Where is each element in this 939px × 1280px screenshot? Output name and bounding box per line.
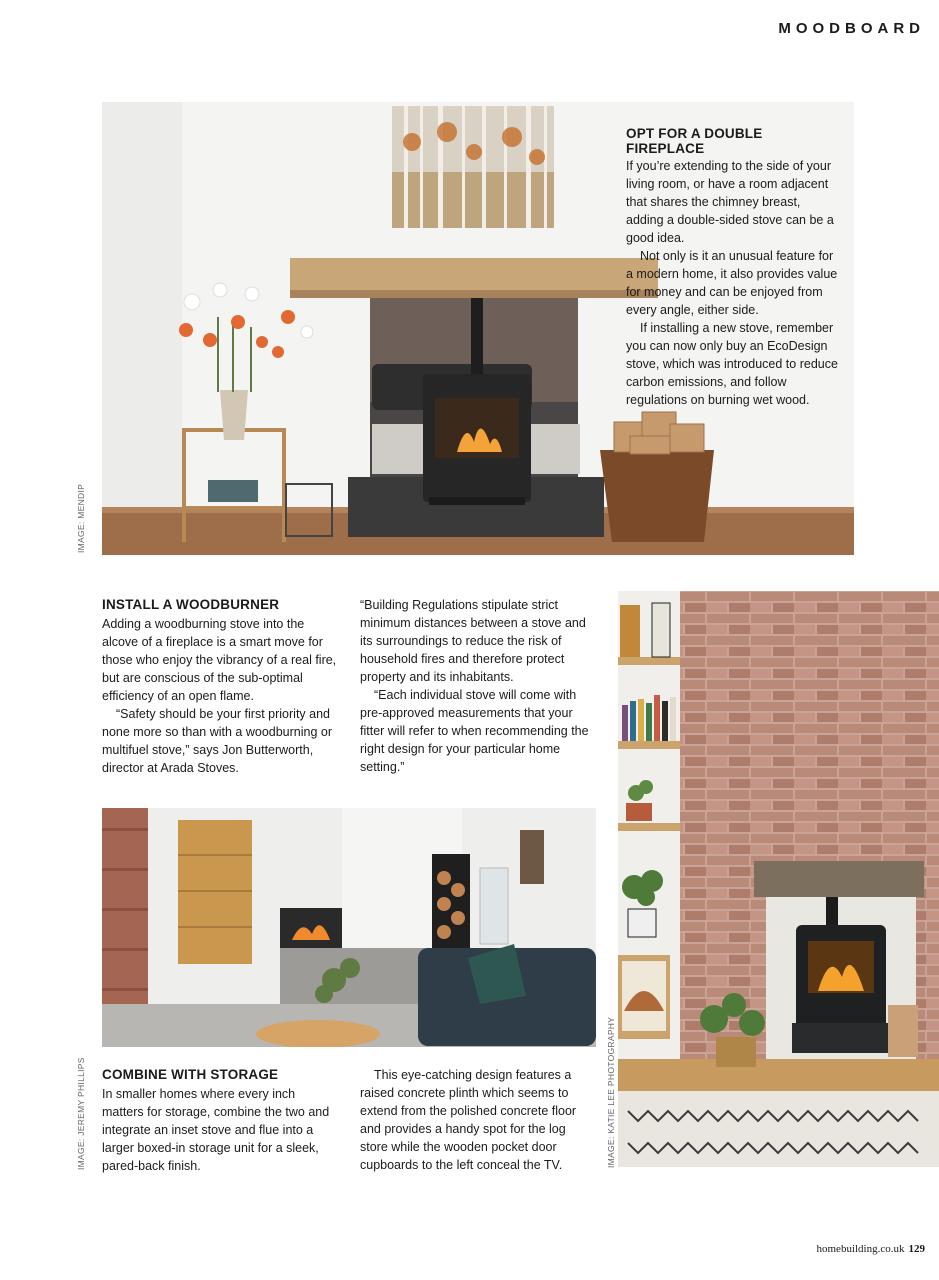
page-footer [817, 1243, 926, 1255]
heading-woodburner: INSTALL A WOODBURNER [102, 597, 280, 612]
article-woodburner-col1 [102, 596, 340, 777]
page-number: 129 [908, 1243, 925, 1255]
brick-fireplace-photo [618, 591, 939, 1167]
paragraph: This eye-catching design features a raised concrete plinth which seems to extend from the polished concrete floor and provides a handy spot for the log store while the wooden pocket door cupboards to the left conceal the TV. [360, 1068, 577, 1172]
paragraph: If installing a new stove, remember you can now only buy an EcoDesign stove, which was introduced to reduce carbon emissions, and follow regulations on burning wet wood. [626, 321, 838, 407]
paragraph: Not only is it an unusual feature for a modern home, it also provides value for money and can be enjoyed from every angle, either side. [626, 249, 838, 317]
paragraph: Adding a woodburning stove into the alcove of a fireplace is a smart move for those who enjoy the vibrancy of a real fire, but are conscious of the sub-optimal efficiency of an open flame. [102, 617, 337, 703]
heading-storage: COMBINE WITH STORAGE [102, 1067, 279, 1082]
credit-hero: IMAGE: MENDIP [76, 483, 86, 553]
credit-living-room: IMAGE: JEREMY PHILLIPS [76, 1057, 86, 1170]
section-tag: MOODBOARD [778, 20, 925, 37]
footer-site: homebuilding.co.uk [816, 1243, 905, 1255]
article-woodburner-col2 [360, 596, 590, 776]
paragraph: “Building Regulations stipulate strict minimum distances between a stove and its surroundings to reduce the risk of household fires and therefore protect property and its inhabitants. [360, 598, 586, 684]
heading-double-fireplace: OPT FOR A DOUBLE FIREPLACE [626, 126, 763, 156]
credit-brick: IMAGE: KATIE LEE PHOTOGRAPHY [606, 1016, 616, 1168]
paragraph: “Safety should be your first priority and none more so than with a woodburning or multifuel stove,” says Jon Butterworth, director at Arada Stoves. [102, 707, 333, 775]
paragraph: In smaller homes where every inch matters for storage, combine the two and integrate an inset stove and flue into a larger boxed-in storage unit for a sleek, pared-back finish. [102, 1087, 330, 1173]
living-room-photo [102, 808, 596, 1047]
paragraph: “Each individual stove will come with pre-approved measurements that your fitter will refer to when recommending the right design for your particular home setting.” [360, 688, 589, 774]
article-storage-col2 [360, 1066, 590, 1174]
article-storage-col1 [102, 1066, 340, 1175]
paragraph: If you’re extending to the side of your living room, or have a room adjacent that shares the chimney breast, adding a double-sided stove can be a good idea. [626, 159, 834, 245]
article-double-fireplace [626, 126, 840, 409]
